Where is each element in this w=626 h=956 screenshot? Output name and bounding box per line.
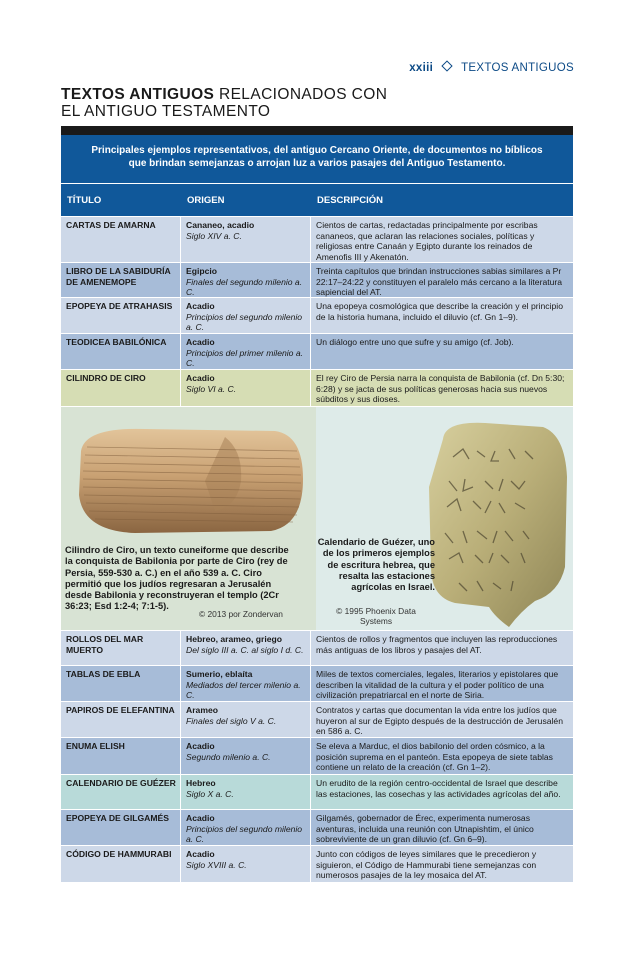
row-description: Miles de textos comerciales, legales, literarios y epistolares que describen la vitalidad de la cultura y el poder político de una civilización prepatriarcal en el norte de Siria. <box>311 666 573 701</box>
gezer-calendar-image <box>425 417 571 629</box>
header-descripcion: DESCRIPCIÓN <box>317 195 383 206</box>
table-row <box>61 217 573 262</box>
row-title: EPOPEYA DE GILGAMÉS <box>61 810 180 845</box>
row-description: Un diálogo entre uno que sufre y su amigo (cf. Job). <box>311 334 573 369</box>
row-title: ROLLOS DEL MAR MUERTO <box>61 631 180 665</box>
row-description: Un erudito de la región centro-occidental de Israel que describe las estaciones, las cosechas y las actividades agrícolas del año. <box>311 775 573 809</box>
title-bold: TEXTOS ANTIGUOS <box>61 86 215 103</box>
header-origen: ORIGEN <box>187 195 225 206</box>
cyrus-cylinder-credit: © 2013 por Zondervan <box>199 609 283 619</box>
running-head <box>409 62 574 74</box>
row-title: TEODICEA BABILÓNICA <box>61 334 180 369</box>
diamond-icon <box>441 60 452 71</box>
row-title: CÓDIGO DE HAMMURABI <box>61 846 180 882</box>
table-intro <box>61 135 573 183</box>
row-description: Una epopeya cosmológica que describe la creación y el principio de la historia humana, incluido el diluvio (cf. Gn 1–9). <box>311 298 573 333</box>
row-title: ENUMA ELISH <box>61 738 180 774</box>
page-number: xxiii <box>409 62 434 74</box>
header-titulo: TÍTULO <box>67 195 102 206</box>
row-description: Gilgamés, gobernador de Érec, experimenta numerosas aventuras, incluida una reunión con Utnapishtim, el único sobreviviente de un gran diluvio (cf. Gn 6–9). <box>311 810 573 845</box>
row-origin: Acadio Segundo milenio a. C. <box>181 738 310 774</box>
intro-line1: Principales ejemplos representativos, del antiguo Cercano Oriente, de documentos no bíblicos <box>91 145 543 156</box>
row-title: PAPIROS DE ELEFANTINA <box>61 702 180 737</box>
row-origin: Acadio Principios del segundo milenio a. C. <box>181 298 310 333</box>
table-header <box>61 184 573 216</box>
row-description: Contratos y cartas que documentan la vida entre los judíos que huyeron al sur de Egipto después de la destrucción de Jerusalén en 586 a. C. <box>311 702 573 737</box>
row-origin: Acadio Principios del segundo milenio a. C. <box>181 810 310 845</box>
row-title: CILINDRO DE CIRO <box>61 370 180 406</box>
table-row <box>61 738 573 774</box>
table-row <box>61 846 573 882</box>
row-origin: Egipcio Finales del segundo milenio a. C. <box>181 263 310 297</box>
row-origin: Hebreo, arameo, griego Del siglo III a. C. al siglo I d. C. <box>181 631 310 665</box>
row-description: Cientos de cartas, redactadas principalmente por escribas cananeos, que aclaran las relaciones sociales, políticas y religiosas entre Canaán y Egipto durante los reinados de Amenofis III y Akenatón. <box>311 217 573 262</box>
row-title: CALENDARIO DE GUÉZER <box>61 775 180 809</box>
row-description: Se eleva a Marduc, el dios babilonio del orden cósmico, a la posición suprema en el panteón. Esta epopeya de siete tablas contiene un relato de la creación (cf. Gn 1–2). <box>311 738 573 774</box>
gezer-calendar-credit: © 1995 Phoenix Data Systems <box>336 606 416 626</box>
table-row <box>61 810 573 845</box>
table-row <box>61 666 573 701</box>
title-line2: EL ANTIGUO TESTAMENTO <box>61 103 271 120</box>
title-rule <box>61 126 573 135</box>
row-description: Treinta capítulos que brindan instrucciones sabias similares a Pr 22:17–24:22 y constituyen el paralelo más cercano a la literatura sapiencial del AT. <box>311 263 573 297</box>
section-name: TEXTOS ANTIGUOS <box>461 62 574 74</box>
row-description: Junto con códigos de leyes similares que le precedieron y siguieron, el Código de Hammurabi tiene semejanzas con numerosos pasajes de la ley mosaica del AT. <box>311 846 573 882</box>
table-row <box>61 702 573 737</box>
cyrus-cylinder-caption: Cilindro de Ciro, un texto cuneiforme que describe la conquista de Babilonia por parte de Ciro (rey de Persia, 559-530 a. C.) en el año 539 a. C. Ciro permitió que los judíos regresaran a Jerusalén desde Babilonia y reconstruyeran el templo (2Cr 36:23; Esd 1:2-4; 7:1-5). <box>65 545 289 612</box>
row-origin: Acadio Siglo XVIII a. C. <box>181 846 310 882</box>
title-rest: RELACIONADOS CON <box>214 86 388 103</box>
row-title: CARTAS DE AMARNA <box>61 217 180 262</box>
row-origin: Cananeo, acadio Siglo XIV a. C. <box>181 217 310 262</box>
gezer-calendar-caption: Calendario de Guézer, uno de los primeros ejemplos de escritura hebrea, que resalta las estaciones agrícolas en Israel. <box>317 537 435 593</box>
row-origin: Acadio Siglo VI a. C. <box>181 370 310 406</box>
row-origin: Sumerio, eblaíta Mediados del tercer milenio a. C. <box>181 666 310 701</box>
cyrus-cylinder-image <box>75 421 307 539</box>
table-row <box>61 631 573 665</box>
row-title: TABLAS DE EBLA <box>61 666 180 701</box>
table-row <box>61 263 573 297</box>
row-title: EPOPEYA DE ATRAHASIS <box>61 298 180 333</box>
row-description: El rey Ciro de Persia narra la conquista de Babilonia (cf. Dn 5:30; 6:28) y se jacta de sus políticas generosas hacia sus nuevos súbditos y sus dioses. <box>311 370 573 406</box>
row-origin: Acadio Principios del primer milenio a. C. <box>181 334 310 369</box>
table-row <box>61 775 573 809</box>
page-title <box>61 86 581 120</box>
table-row <box>61 298 573 333</box>
row-origin: Hebreo Siglo X a. C. <box>181 775 310 809</box>
row-title: LIBRO DE LA SABIDURÍA DE AMENEMOPE <box>61 263 180 297</box>
photo-panel <box>61 407 573 630</box>
row-description: Cientos de rollos y fragmentos que incluyen las reproducciones más antiguas de los libros y pasajes del AT. <box>311 631 573 665</box>
table-row <box>61 334 573 369</box>
intro-line2: que brindan semejanzas o arrojan luz a varios pasajes del Antiguo Testamento. <box>128 158 506 169</box>
table-row <box>61 370 573 406</box>
row-origin: Arameo Finales del siglo V a. C. <box>181 702 310 737</box>
